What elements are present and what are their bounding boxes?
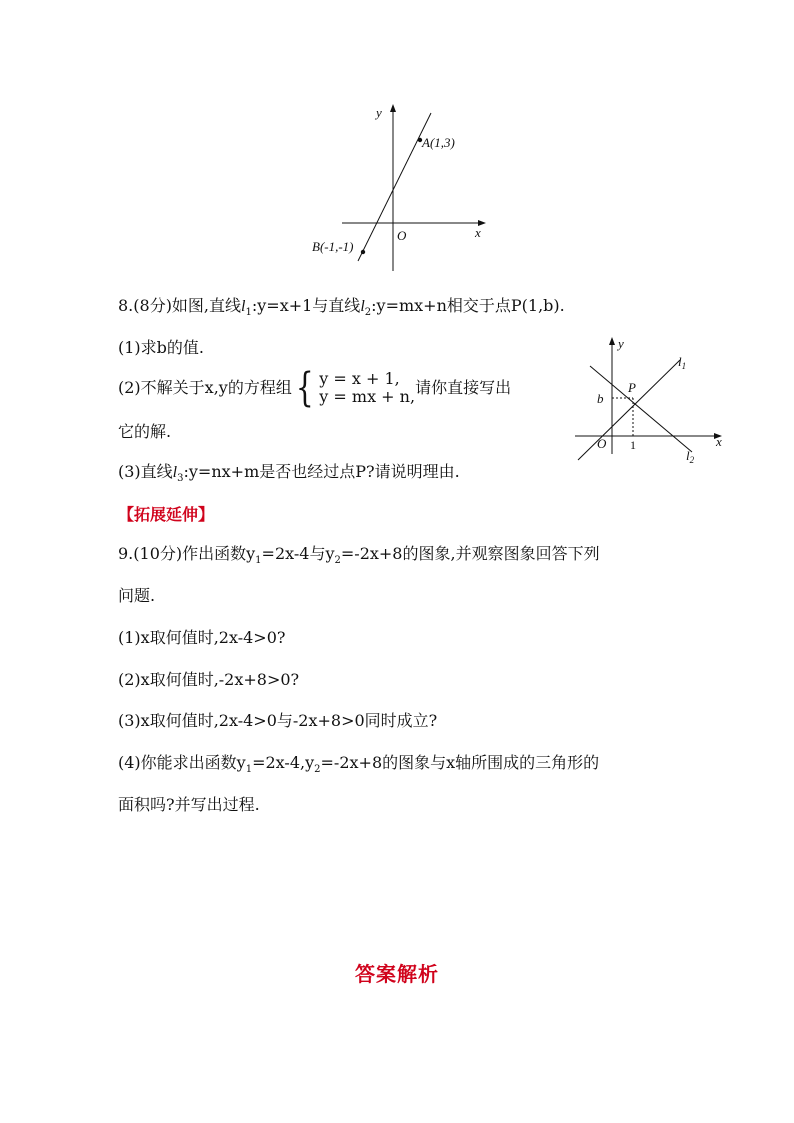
- l2-label: $l_2$: [686, 448, 695, 465]
- q8-intro: 8.(8分)如图,直线$l_1:y=x+1$与直线$l_2:y=mx+n$相交于点P(1,b).: [118, 296, 565, 319]
- brace: {: [295, 365, 314, 411]
- q8-part3: (3)直线$l_3:y=nx+m$是否也经过点P?请说明理由.: [118, 462, 460, 485]
- y-axis-arrow: [390, 104, 396, 112]
- figure-line-ab: [300, 95, 500, 280]
- l1-name: l: [241, 298, 246, 315]
- point-b-label: B(-1,-1): [312, 239, 354, 254]
- q9-intro: 9.(10分)作出函数$y_1=2x-4$与$y_2=-2x+8$的图象,并观察图象回答下列: [118, 544, 600, 567]
- y-axis-label: y: [618, 336, 624, 351]
- q8-part2: (2)不解关于x,y的方程组 { y = x + 1, y = mx + n, 请你直接写出: [118, 365, 512, 411]
- y-axis-arrow: [609, 337, 615, 345]
- equation-1: y = x + 1,: [319, 369, 400, 388]
- q9-part4: (4)你能求出函数$y_1=2x-4,y_2=-2x+8$的图象与x轴所围成的三角形的: [118, 753, 600, 776]
- answer-title: 答案解析: [355, 962, 439, 986]
- q9-part2: (2)x取何值时,-2x+8>0?: [118, 670, 300, 689]
- equation-2: y = mx + n,: [319, 387, 416, 406]
- q8-part1: (1)求b的值.: [118, 338, 204, 357]
- origin-label: O: [397, 228, 407, 243]
- x-axis-label: x: [716, 434, 722, 449]
- figure-lines-intersection: [570, 332, 735, 467]
- point-p-label: P: [628, 380, 636, 395]
- y-axis-label: y: [376, 105, 382, 120]
- one-label: 1: [630, 438, 636, 452]
- b-label: b: [597, 391, 604, 406]
- x-axis-label: x: [475, 225, 481, 240]
- q9-part4-cont: 面积吗?并写出过程.: [118, 795, 260, 814]
- q8-part2-cont: 它的解.: [118, 422, 172, 441]
- point-a-label: A(1,3): [422, 135, 455, 150]
- q9-part1: (1)x取何值时,2x-4>0?: [118, 628, 286, 647]
- equation-system: [292, 365, 416, 411]
- q9-intro-cont: 问题.: [118, 586, 156, 605]
- l2-name: l: [360, 298, 365, 315]
- line-l1: [578, 360, 680, 460]
- section-title: 【拓展延伸】: [118, 505, 215, 524]
- point-b-dot: [361, 250, 365, 254]
- l1-label: $l_1$: [678, 354, 687, 371]
- q9-part3: (3)x取何值时,2x-4>0与-2x+8>0同时成立?: [118, 711, 438, 730]
- l3-name: l: [172, 464, 178, 481]
- origin-label: O: [597, 436, 607, 451]
- line-ab: [358, 113, 431, 261]
